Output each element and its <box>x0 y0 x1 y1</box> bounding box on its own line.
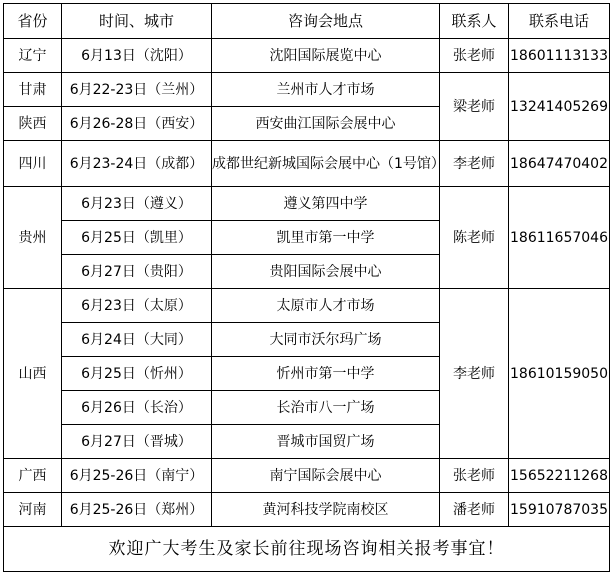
time-city-cell: 6月24日（大同） <box>62 323 212 357</box>
table-row <box>4 289 610 323</box>
time-city-cell: 6月27日（晋城） <box>62 425 212 459</box>
phone-cell: 13241405269 <box>509 73 610 141</box>
location-cell: 黄河科技学院南校区 <box>212 493 440 527</box>
location-cell: 成都世纪新城国际会展中心（1号馆） <box>212 141 440 187</box>
location-cell: 忻州市第一中学 <box>212 357 440 391</box>
location-cell: 贵阳国际会展中心 <box>212 255 440 289</box>
header-row <box>4 4 610 39</box>
table-row <box>4 493 610 527</box>
schedule-table <box>3 3 610 572</box>
location-cell: 遵义第四中学 <box>212 187 440 221</box>
time-city-cell: 6月25日（忻州） <box>62 357 212 391</box>
phone-cell: 15910787035 <box>509 493 610 527</box>
table-row <box>4 459 610 493</box>
contact-cell: 潘老师 <box>440 493 509 527</box>
contact-cell: 李老师 <box>440 289 509 459</box>
location-cell: 凯里市第一中学 <box>212 221 440 255</box>
phone-cell: 18601113133 <box>509 39 610 73</box>
location-cell: 长治市八一广场 <box>212 391 440 425</box>
phone-cell: 15652211268 <box>509 459 610 493</box>
time-city-cell: 6月13日（沈阳） <box>62 39 212 73</box>
time-city-cell: 6月23日（遵义） <box>62 187 212 221</box>
location-cell: 太原市人才市场 <box>212 289 440 323</box>
time-city-cell: 6月23日（太原） <box>62 289 212 323</box>
table-row <box>4 39 610 73</box>
province-cell: 四川 <box>4 141 62 187</box>
time-city-cell: 6月23-24日（成都） <box>62 141 212 187</box>
location-cell: 南宁国际会展中心 <box>212 459 440 493</box>
province-cell: 陕西 <box>4 107 62 141</box>
time-city-cell: 6月26日（长治） <box>62 391 212 425</box>
phone-cell: 18647470402 <box>509 141 610 187</box>
time-city-cell: 6月25日（凯里） <box>62 221 212 255</box>
phone-cell: 18611657046 <box>509 187 610 289</box>
contact-cell: 张老师 <box>440 459 509 493</box>
header-time-city: 时间、城市 <box>62 4 212 39</box>
time-city-cell: 6月25-26日（南宁） <box>62 459 212 493</box>
header-phone: 联系电话 <box>509 4 610 39</box>
header-province: 省份 <box>4 4 62 39</box>
table-row <box>4 73 610 107</box>
location-cell: 沈阳国际展览中心 <box>212 39 440 73</box>
province-cell: 河南 <box>4 493 62 527</box>
contact-cell: 梁老师 <box>440 73 509 141</box>
time-city-cell: 6月27日（贵阳） <box>62 255 212 289</box>
contact-cell: 陈老师 <box>440 187 509 289</box>
location-cell: 兰州市人才市场 <box>212 73 440 107</box>
footer-row <box>4 527 610 572</box>
location-cell: 西安曲江国际会展中心 <box>212 107 440 141</box>
contact-cell: 张老师 <box>440 39 509 73</box>
province-cell: 广西 <box>4 459 62 493</box>
contact-cell: 李老师 <box>440 141 509 187</box>
location-cell: 晋城市国贸广场 <box>212 425 440 459</box>
time-city-cell: 6月22-23日（兰州） <box>62 73 212 107</box>
table-row <box>4 187 610 221</box>
province-cell: 甘肃 <box>4 73 62 107</box>
time-city-cell: 6月26-28日（西安） <box>62 107 212 141</box>
location-cell: 大同市沃尔玛广场 <box>212 323 440 357</box>
header-location: 咨询会地点 <box>212 4 440 39</box>
footer-note: 欢迎广大考生及家长前往现场咨询相关报考事宜！ <box>4 527 610 572</box>
province-cell: 贵州 <box>4 187 62 289</box>
header-contact: 联系人 <box>440 4 509 39</box>
phone-cell: 18610159050 <box>509 289 610 459</box>
province-cell: 辽宁 <box>4 39 62 73</box>
table-row <box>4 141 610 187</box>
time-city-cell: 6月25-26日（郑州） <box>62 493 212 527</box>
province-cell: 山西 <box>4 289 62 459</box>
